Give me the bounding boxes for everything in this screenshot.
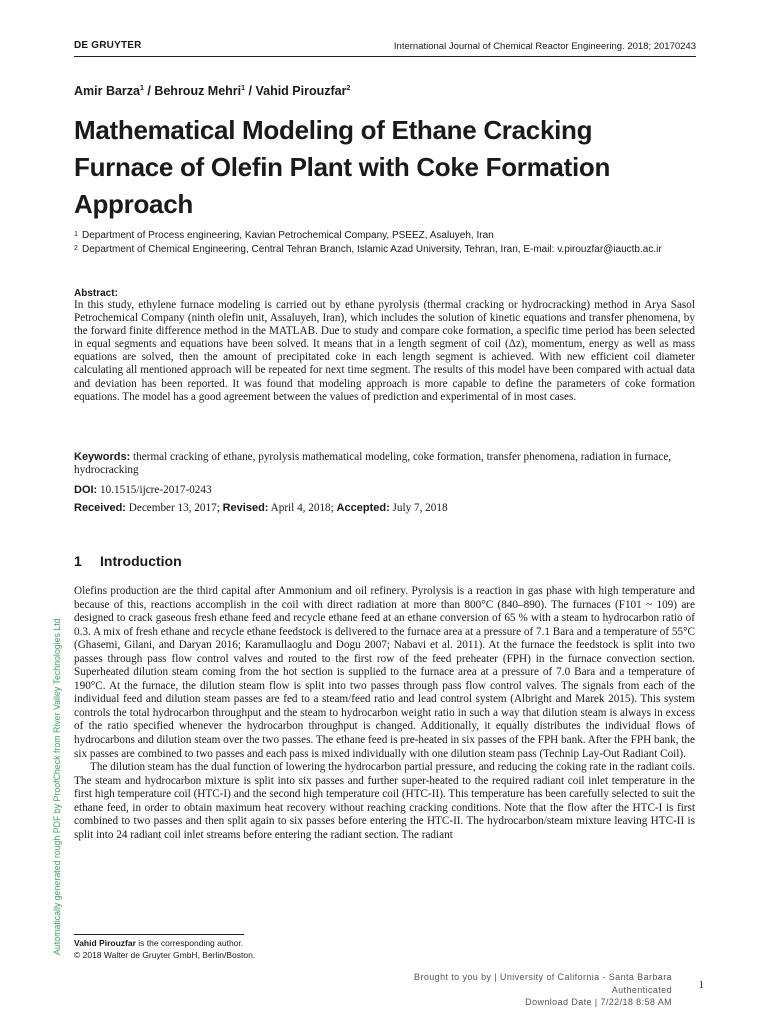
doi-label: DOI: bbox=[74, 484, 98, 496]
article-dates bbox=[74, 502, 448, 514]
accepted-date: July 7, 2018 bbox=[392, 502, 448, 514]
keywords bbox=[74, 451, 695, 478]
author-3-affil: 2 bbox=[346, 84, 351, 92]
proof-watermark: Automatically generated rough PDF by ProofCheck from River Valley Technologies Ltd bbox=[52, 618, 62, 955]
paragraph-1: Olefins production are the third capital after Ammonium and oil refinery. Pyrolysis is a reaction in gas phase with high temperature and because of this, reactions accomplish in the coil with direct radiation at more than 800°C (840–890). The furnaces (F101 ~ 109) are designed to crack gaseous fresh ethane feed and recycle ethane feed at an ethane conversion of 65 % with a steam to hydrocarbon ratio of 0.3. A mix of fresh ethane and recycle ethane feedstock is delivered to the furnace area at a pressure of 7.1 Bara and a temperature of 55°C (Ghasemi, Gilani, and Daryan 2016; Karamullaoglu and Dogu 2007; Nabavi et al. 2011). At the furnace the feedstock is split into two passes through pass flow control valves and routed to the first row of the feed preheater (FPH) in the furnace convection section. Superheated dilution steam coming from the hot section is supplied to the furnace area at a pressure of 7.0 Bara and a temperature of 190°C. At the furnace, the dilution steam flow is split into two passes through pass flow control valves. The signals from each of the individual feed and dilution steam passes are fed to a steam/feed ratio and lead control system (Albright and Marek 2015). This system controls the total hydrocarbon throughput and the steam to hydrocarbon weight ratio in such a way that dilution steam is always in excess of the ratio specified whenever the hydrocarbon throughput is changed. Additionally, it equally distributes the individual flows of hydrocarbons and dilution steam over the two passes. The ethane feed is pre-heated in six passes of the FPH bank. After the FPH bank, the six passes are combined to two passes and each pass is mixed individually with one dilution steam pass (Technip Lay-Out Radiant Coil). bbox=[74, 585, 695, 760]
header-divider bbox=[74, 56, 696, 57]
abstract-label: Abstract: bbox=[74, 288, 118, 299]
section-heading bbox=[74, 553, 182, 569]
abstract-section bbox=[74, 288, 695, 404]
keywords-text: thermal cracking of ethane, pyrolysis mathematical modeling, coke formation, transfer phenomena, radiation in furnace, hydrocracking bbox=[74, 451, 672, 477]
page-number: 1 bbox=[698, 979, 704, 991]
author-separator: / bbox=[143, 84, 155, 98]
affiliation-2-mark: 2 bbox=[74, 244, 78, 252]
download-stamp bbox=[414, 971, 672, 1009]
corresponding-author-text: is the corresponding author. bbox=[135, 938, 244, 948]
section-title: Introduction bbox=[100, 553, 182, 569]
introduction-body bbox=[74, 585, 695, 842]
doi-link[interactable]: 10.1515/ijcre-2017-0243 bbox=[100, 484, 212, 496]
corresponding-author-note bbox=[74, 938, 255, 950]
author-1-affil: 1 bbox=[140, 84, 144, 92]
keywords-label: Keywords: bbox=[74, 451, 131, 463]
affiliation-1 bbox=[74, 229, 674, 243]
affiliation-1-mark: 1 bbox=[74, 231, 78, 238]
corresponding-author: Vahid Pirouzfar bbox=[74, 938, 136, 948]
received-date: December 13, 2017; bbox=[128, 502, 220, 514]
author-separator: / bbox=[245, 84, 256, 98]
download-source: Brought to you by | University of California - Santa Barbara bbox=[414, 972, 672, 982]
author-1: Amir Barza bbox=[74, 84, 140, 98]
section-number: 1 bbox=[74, 553, 82, 569]
download-auth: Authenticated bbox=[611, 984, 672, 995]
affiliation-2-text: Department of Chemical Engineering, Central Tehran Branch, Islamic Azad University, Tehran, Iran, E-mail: v.pirouzfar@iauctb.ac.ir bbox=[82, 243, 662, 255]
accepted-label: Accepted: bbox=[336, 502, 390, 514]
affiliations bbox=[74, 229, 674, 256]
download-date: Download Date | 7/22/18 8:58 AM bbox=[525, 997, 672, 1007]
revised-label: Revised: bbox=[222, 502, 269, 514]
author-2-affil: 1 bbox=[241, 84, 246, 92]
affiliation-1-text: Department of Process engineering, Kavian Petrochemical Company, PSEEZ, Asaluyeh, Iran bbox=[82, 230, 494, 241]
author-2: Behrouz Mehri bbox=[154, 84, 242, 98]
author-3: Vahid Pirouzfar bbox=[255, 84, 347, 98]
journal-citation: International Journal of Chemical Reactor Engineering. 2018; 20170243 bbox=[393, 41, 696, 52]
abstract-text: In this study, ethylene furnace modeling is carried out by ethane pyrolysis (thermal cracking or hydrocracking) method in Arya Sasol Petrochemical Company (ninth olefin unit, Assaluyeh, Iran), which includes the solution of kinetic equations and transfer phenomena, by the forward finite difference method in the MATLAB. Due to study and compare coke formation, a specific time period has been selected in equal segments and equations have been solved. It means that in a length segment of coil (Δz), momentum, energy as well as mass equations are solved, then the amount of precipitated coke in each length segment is achieved. With new efficient coil diameter calculating all mentioned approach will be repeated for next time segment. The results of this model have been compared with actual data and deviation has been reported. It was found that modeling approach is more capable to define the parameters of coke formation equations. The model has a good agreement between the values of prediction and experimental of in most cases. bbox=[74, 299, 695, 403]
affiliation-2 bbox=[74, 243, 674, 257]
copyright-notice: © 2018 Walter de Gruyter GmbH, Berlin/Boston. bbox=[74, 949, 256, 960]
paper-title: Mathematical Modeling of Ethane Cracking Furnace of Olefin Plant with Coke Formation Approach bbox=[74, 115, 611, 219]
author-list bbox=[74, 84, 350, 98]
doi bbox=[74, 484, 212, 496]
revised-date: April 4, 2018; bbox=[270, 502, 334, 514]
paragraph-2: The dilution steam has the dual function of lowering the hydrocarbon partial pressure, and reducing the coking rate in the radiant coils. The steam and hydrocarbon mixture is split into six passes and further super-heated to the required radiant coil inlet temperature in the first high temperature coil (HTC-I) and the second high temperature coil (HTC-II). This temperature has been carefully selected to suit the ethane feed, in order to obtain maximum heat recovery without reaching cracking conditions. Note that the flow after the HTC-I is first combined to two passes and then split again to six passes before entering the HTC-II. The hydrocarbon/steam mixture leaving HTC-II is split into 24 radiant coil inlet streams before entering the radiant section. The radiant bbox=[74, 761, 695, 841]
footnote bbox=[74, 938, 255, 961]
publisher-name: DE GRUYTER bbox=[74, 40, 142, 51]
footnote-divider bbox=[74, 934, 244, 935]
received-label: Received: bbox=[74, 502, 126, 514]
